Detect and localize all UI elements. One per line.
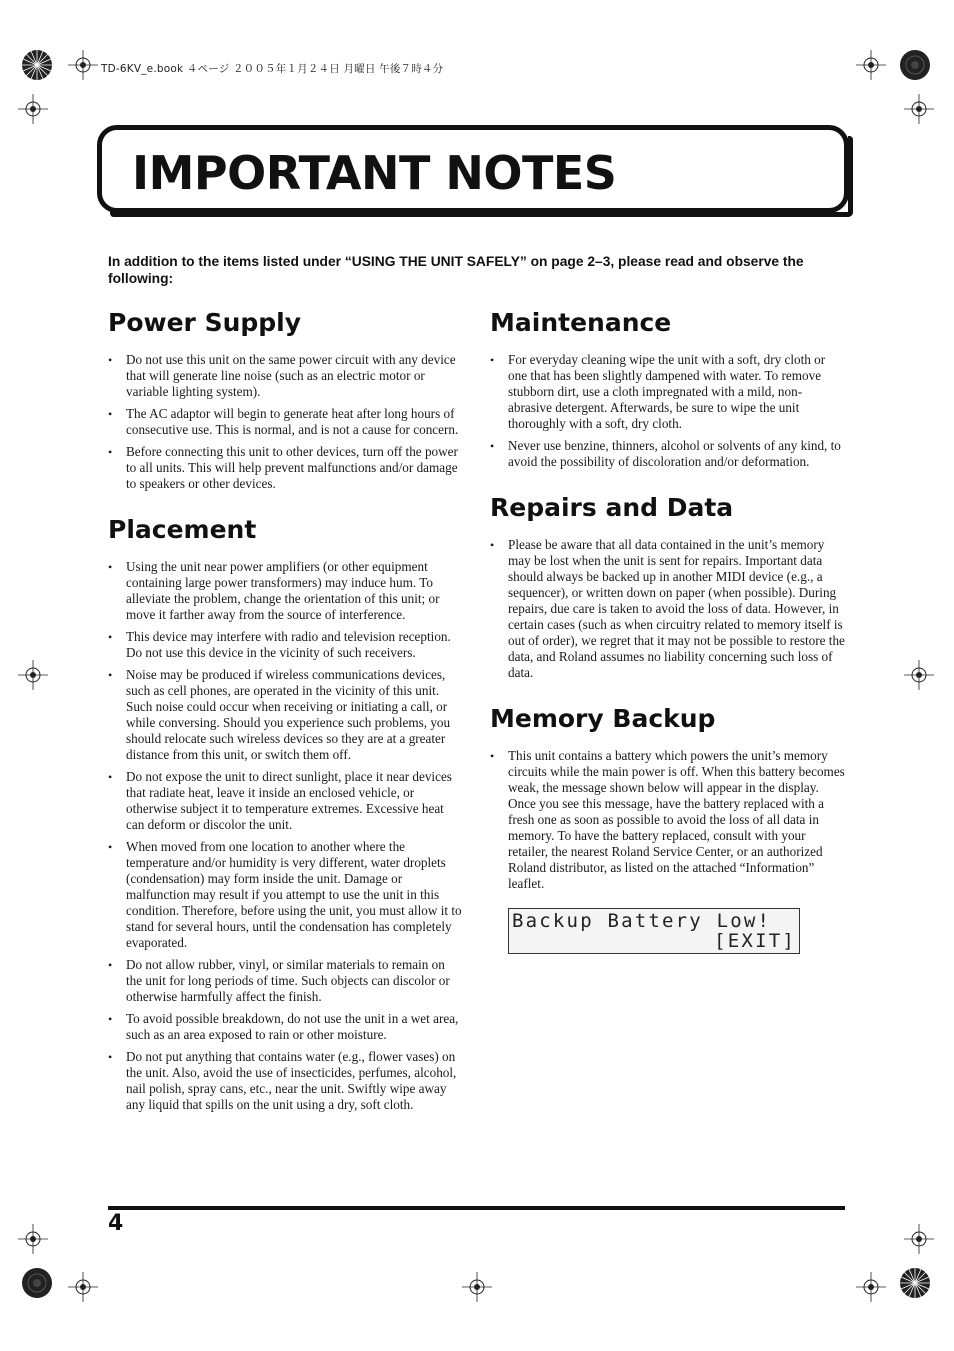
lcd-display — [508, 908, 800, 954]
list-item: • To avoid possible breakdown, do not use the unit in a wet area, such as an area exposed to rain or other moisture. — [108, 1011, 462, 1043]
list-item: • For everyday cleaning wipe the unit with a soft, dry cloth or one that has been slightly dampened with water. To remove stubborn dirt, use a cloth impregnated with a mild, non-abrasive detergent. Afterwards, be sure to wipe the unit thoroughly with a soft, dry cloth. — [490, 352, 846, 432]
section-placement — [108, 512, 462, 1113]
section-heading: Maintenance — [490, 308, 672, 337]
registration-mark-icon — [898, 1266, 932, 1300]
crosshair-mark-icon — [904, 1224, 934, 1254]
right-column — [490, 305, 846, 954]
section-maintenance — [490, 305, 846, 470]
crosshair-mark-icon — [68, 50, 98, 80]
lcd-line-2: [EXIT] — [714, 930, 796, 952]
crosshair-mark-icon — [856, 1272, 886, 1302]
section-heading: Memory Backup — [490, 704, 716, 733]
intro-text: In addition to the items listed under “USING THE UNIT SAFELY” on page 2–3, please read and observe the following: — [108, 254, 804, 286]
list-item: • This unit contains a battery which powers the unit’s memory circuits while the main power is off. When this battery becomes weak, the message shown below will appear in the display. Once you see this message, have the battery replaced with a fresh one as soon as possible to avoid the loss of all data in memory. To have the battery replaced, consult with your retailer, the nearest Roland Service Center, or an authorized Roland distributor, as listed on the attached “Information” leaflet. — [490, 748, 846, 892]
list-item: • Using the unit near power amplifiers (or other equipment containing large power transformers) may induce hum. To alleviate the problem, change the orientation of this unit; or move it farther away from the source of interference. — [108, 559, 462, 623]
file-info-header: TD-6KV_e.book ４ページ ２００５年１月２４日 月曜日 午後７時４分 — [101, 63, 444, 75]
bullet-list — [490, 748, 846, 892]
section-heading: Placement — [108, 515, 257, 544]
section-repairs-and-data — [490, 490, 846, 681]
list-item: • Do not put anything that contains water (e.g., flower vases) on the unit. Also, avoid the use of insecticides, perfumes, alcohol, nail polish, spray cans, etc., near the unit. Swiftly wipe away any liquid that spills on the unit using a dry, soft cloth. — [108, 1049, 462, 1113]
section-memory-backup — [490, 701, 846, 954]
crosshair-mark-icon — [904, 660, 934, 690]
crosshair-mark-icon — [18, 94, 48, 124]
section-power-supply — [108, 305, 462, 492]
crosshair-mark-icon — [18, 1224, 48, 1254]
list-item: • Do not expose the unit to direct sunlight, place it near devices that radiate heat, leave it inside an enclosed vehicle, or otherwise subject it to temperature extremes. Excessive heat can deform or discolor the unit. — [108, 769, 462, 833]
list-item: • Do not use this unit on the same power circuit with any device that will generate line noise (such as an electric motor or variable lighting system). — [108, 352, 462, 400]
registration-mark-icon — [898, 48, 932, 82]
list-item: • Never use benzine, thinners, alcohol or solvents of any kind, to avoid the possibility of discoloration and/or deformation. — [490, 438, 846, 470]
section-heading: Repairs and Data — [490, 493, 734, 522]
registration-mark-icon — [20, 1266, 54, 1300]
list-item: • This device may interfere with radio and television reception. Do not use this device in the vicinity of such receivers. — [108, 629, 462, 661]
bullet-list — [490, 537, 846, 681]
crosshair-mark-icon — [904, 94, 934, 124]
list-item: • Do not allow rubber, vinyl, or similar materials to remain on the unit for long periods of time. Such objects can discolor or otherwise harmfully affect the finish. — [108, 957, 462, 1005]
left-column — [108, 305, 462, 1119]
crosshair-mark-icon — [856, 50, 886, 80]
footer-rule — [108, 1206, 845, 1210]
title-banner — [97, 125, 849, 213]
crosshair-mark-icon — [68, 1272, 98, 1302]
list-item: • The AC adaptor will begin to generate heat after long hours of consecutive use. This is normal, and is not a cause for concern. — [108, 406, 462, 438]
bullet-list — [108, 352, 462, 492]
page-title: IMPORTANT NOTES — [132, 146, 617, 200]
registration-mark-icon — [20, 48, 54, 82]
crosshair-mark-icon — [462, 1272, 492, 1302]
list-item: • Noise may be produced if wireless communications devices, such as cell phones, are operated in the vicinity of this unit. Such noise could occur when receiving or initiating a call, or while conversing. Should you experience such problems, you should relocate such wireless devices so they are at a greater distance from this unit, or switch them off. — [108, 667, 462, 763]
page-number: 4 — [108, 1211, 124, 1236]
bullet-list — [490, 352, 846, 470]
list-item: • When moved from one location to another where the temperature and/or humidity is very different, water droplets (condensation) may form inside the unit. Damage or malfunction may result if you attempt to use the unit in this condition. Therefore, before using the unit, you must allow it to stand for several hours, until the condensation has completely evaporated. — [108, 839, 462, 951]
list-item: • Before connecting this unit to other devices, turn off the power to all units. This will help prevent malfunctions and/or damage to speakers or other devices. — [108, 444, 462, 492]
lcd-line-1: Backup Battery Low! — [512, 910, 772, 932]
section-heading: Power Supply — [108, 308, 302, 337]
list-item: • Please be aware that all data contained in the unit’s memory may be lost when the unit is sent for repairs. Important data should always be backed up in another MIDI device (e.g., a sequencer), or written down on paper (when possible). During repairs, due care is taken to avoid the loss of data. However, in certain cases (such as when circuitry related to memory itself is out of order), we regret that it may not be possible to restore the data, and Roland assumes no liability concerning such loss of data. — [490, 537, 846, 681]
bullet-list — [108, 559, 462, 1113]
crosshair-mark-icon — [18, 660, 48, 690]
